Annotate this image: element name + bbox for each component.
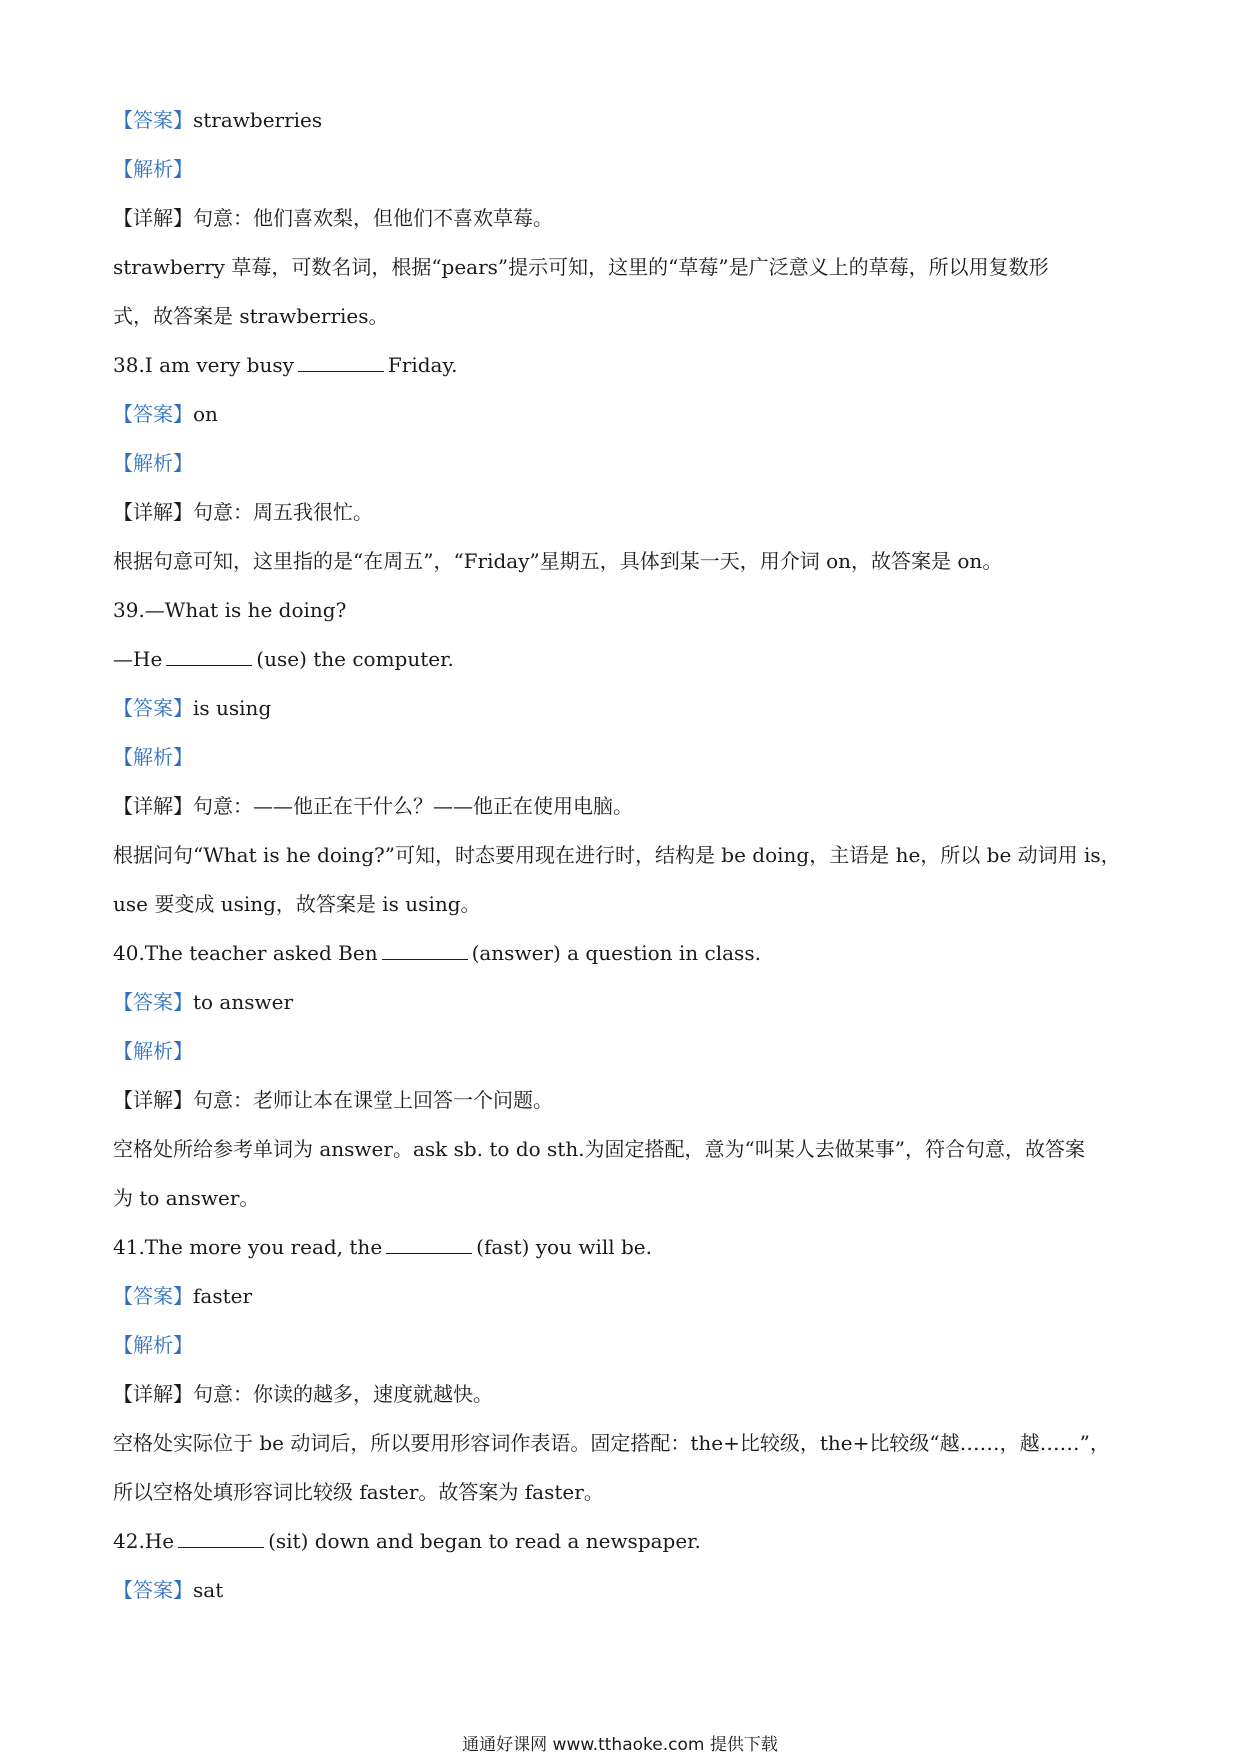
answer-tag: 【答案】 <box>113 696 193 720</box>
text-line <box>113 1468 1133 1517</box>
question-line <box>113 635 1133 684</box>
text-line <box>113 1174 1133 1223</box>
text-line <box>113 880 1133 929</box>
question-text-before: 40.The teacher asked Ben <box>113 941 378 965</box>
detail-line <box>113 1076 1133 1125</box>
answer-text: is using <box>193 696 272 720</box>
detail-tag: 【详解】 <box>113 500 193 524</box>
detail-line <box>113 194 1133 243</box>
analysis-tag: 【解析】 <box>113 157 193 181</box>
question-text-after: (use) the computer. <box>256 647 454 671</box>
answer-tag: 【答案】 <box>113 402 193 426</box>
answer-text: faster <box>193 1284 253 1308</box>
question-text-before: —He <box>113 647 163 671</box>
analysis-line <box>113 1027 1133 1076</box>
answer-blank <box>178 1531 264 1548</box>
answer-line <box>113 1272 1133 1321</box>
text-line <box>113 292 1133 341</box>
question-line <box>113 929 1133 978</box>
paragraph-text: 空格处实际位于 be 动词后，所以要用形容词作表语。固定搭配：the+比较级，the+比较级“越……，越……”， <box>113 1431 1110 1455</box>
detail-text: 句意：你读的越多，速度就越快。 <box>193 1382 493 1406</box>
detail-line <box>113 1370 1133 1419</box>
text-line <box>113 1125 1133 1174</box>
answer-text: strawberries <box>193 108 323 132</box>
answer-tag: 【答案】 <box>113 1578 193 1602</box>
text-line <box>113 243 1133 292</box>
answer-line <box>113 684 1133 733</box>
analysis-line <box>113 1321 1133 1370</box>
detail-tag: 【详解】 <box>113 794 193 818</box>
answer-blank <box>386 1237 472 1254</box>
text-line <box>113 586 1133 635</box>
answer-line <box>113 978 1133 1027</box>
answer-line <box>113 1566 1133 1615</box>
question-text-after: (sit) down and began to read a newspaper. <box>268 1529 701 1553</box>
question-text-after: (fast) you will be. <box>476 1235 652 1259</box>
detail-text: 句意：他们喜欢梨，但他们不喜欢草莓。 <box>193 206 553 230</box>
detail-tag: 【详解】 <box>113 1382 193 1406</box>
analysis-tag: 【解析】 <box>113 1039 193 1063</box>
question-text-before: 41.The more you read, the <box>113 1235 383 1259</box>
detail-text: 句意：——他正在干什么？——他正在使用电脑。 <box>193 794 633 818</box>
answer-text: on <box>193 402 218 426</box>
answer-line <box>113 390 1133 439</box>
paragraph-text: 所以空格处填形容词比较级 faster。故答案为 faster。 <box>113 1480 604 1504</box>
detail-text: 句意：老师让本在课堂上回答一个问题。 <box>193 1088 553 1112</box>
answer-text: to answer <box>193 990 294 1014</box>
text-line <box>113 831 1133 880</box>
analysis-tag: 【解析】 <box>113 1333 193 1357</box>
question-text-before: 38.I am very busy <box>113 353 294 377</box>
paragraph-text: 根据句意可知，这里指的是“在周五”，“Friday”星期五，具体到某一天，用介词 on，故答案是 on。 <box>113 549 1003 573</box>
analysis-tag: 【解析】 <box>113 745 193 769</box>
text-line <box>113 537 1133 586</box>
analysis-line <box>113 733 1133 782</box>
question-line <box>113 1223 1133 1272</box>
question-text-after: Friday. <box>387 353 458 377</box>
document-body <box>113 96 1133 1615</box>
question-line <box>113 341 1133 390</box>
answer-tag: 【答案】 <box>113 990 193 1014</box>
text-line <box>113 1419 1133 1468</box>
paragraph-text: use 要变成 using，故答案是 is using。 <box>113 892 481 916</box>
question-text-after: (answer) a question in class. <box>471 941 761 965</box>
detail-line <box>113 488 1133 537</box>
analysis-line <box>113 439 1133 488</box>
paragraph-text: 式，故答案是 strawberries。 <box>113 304 389 328</box>
answer-line <box>113 96 1133 145</box>
paragraph-text: strawberry 草莓，可数名词，根据“pears”提示可知，这里的“草莓”是广泛意义上的草莓，所以用复数形 <box>113 255 1049 279</box>
answer-text: sat <box>193 1578 224 1602</box>
paragraph-text: 39.—What is he doing? <box>113 598 347 622</box>
question-text-before: 42.He <box>113 1529 175 1553</box>
answer-blank <box>166 649 252 666</box>
detail-tag: 【详解】 <box>113 206 193 230</box>
paragraph-text: 根据问句“What is he doing?”可知，时态要用现在进行时，结构是 be doing，主语是 he，所以 be 动词用 is， <box>113 843 1121 867</box>
paragraph-text: 为 to answer。 <box>113 1186 260 1210</box>
answer-blank <box>298 355 384 372</box>
detail-line <box>113 782 1133 831</box>
answer-tag: 【答案】 <box>113 108 193 132</box>
detail-text: 句意：周五我很忙。 <box>193 500 373 524</box>
paragraph-text: 空格处所给参考单词为 answer。ask sb. to do sth.为固定搭配，意为“叫某人去做某事”，符合句意，故答案 <box>113 1137 1086 1161</box>
answer-tag: 【答案】 <box>113 1284 193 1308</box>
question-line <box>113 1517 1133 1566</box>
answer-blank <box>382 943 468 960</box>
analysis-line <box>113 145 1133 194</box>
analysis-tag: 【解析】 <box>113 451 193 475</box>
page-footer: 通通好课网 www.tthaoke.com 提供下载 <box>462 1735 778 1755</box>
detail-tag: 【详解】 <box>113 1088 193 1112</box>
